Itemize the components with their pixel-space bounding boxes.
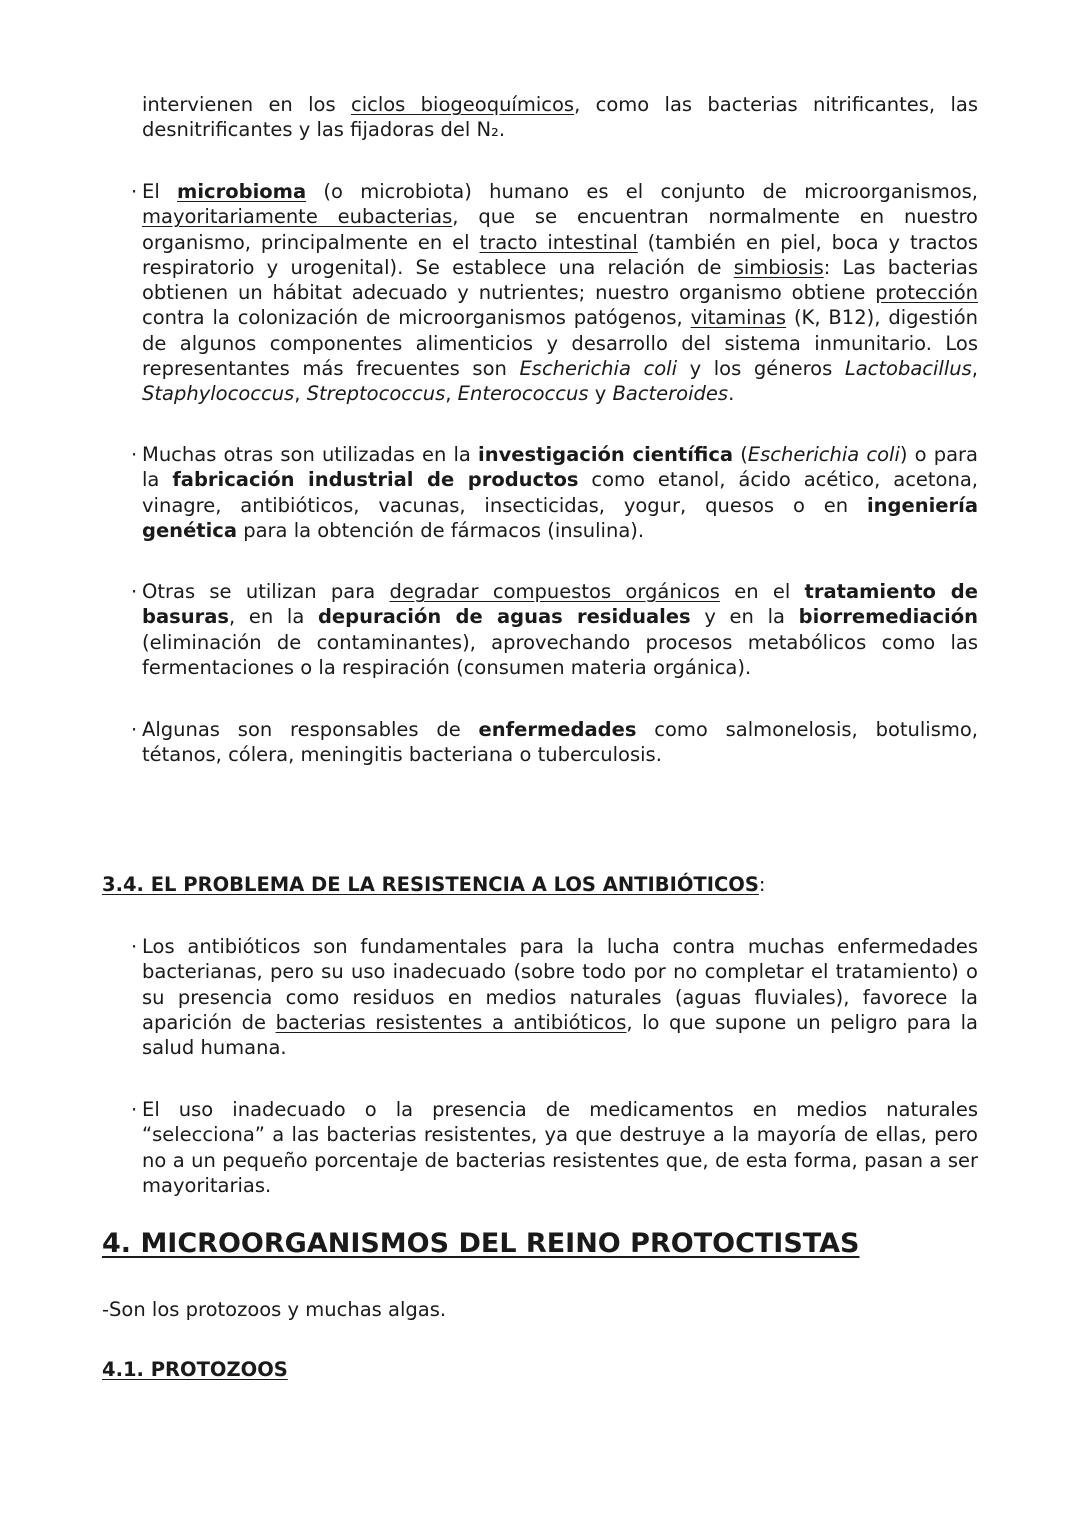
text-run: como salmonelosis, botulismo, tétanos, cólera, meningitis bacteriana o tuberculosis.	[142, 718, 978, 767]
underlined-term: tracto intestinal	[479, 230, 638, 254]
underlined-term: vitaminas	[690, 306, 787, 330]
section-heading-3-4	[102, 872, 765, 897]
bold-term: enfermedades	[478, 718, 637, 741]
text-run: para la obtención de fármacos (insulina).	[237, 518, 645, 542]
text-run: ,	[971, 357, 978, 381]
species-name: Escherichia coli	[519, 357, 677, 381]
bold-term: depuración de aguas residuales	[317, 605, 691, 629]
text-run: y	[588, 382, 613, 406]
text-run: , en la	[229, 605, 318, 629]
bullet-marker: ·	[131, 935, 138, 958]
heading-text: 3.4. EL PROBLEMA DE LA RESISTENCIA A LOS ANTIBIÓTICOS	[102, 873, 759, 896]
genus-name: Streptococcus	[306, 382, 446, 406]
paragraph-microbioma	[131, 179, 979, 407]
bullet-marker: ·	[131, 718, 138, 741]
paragraph-degradar	[131, 579, 978, 680]
section-4-intro: -Son los protozoos y muchas algas.	[102, 1298, 447, 1321]
text-run: (o microbiota) humano es el conjunto de microorganismos,	[306, 180, 978, 203]
section-heading-4-1	[102, 1357, 288, 1382]
text-run: y en la	[690, 605, 799, 629]
text-run: , lo que supone un peligro para la salud humana.	[142, 1010, 978, 1060]
text-run: ,	[294, 382, 307, 406]
bullet-marker: ·	[131, 580, 138, 603]
underlined-term-ciclos: ciclos biogeoquímicos	[350, 93, 575, 116]
heading-text: 4.1. PROTOZOOS	[102, 1358, 288, 1381]
text-run: intervienen en los	[142, 93, 351, 116]
text-run: Los antibióticos son fundamentales para la lucha contra muchas enfermedades bacterianas, pero su uso inadecuado (sobre todo por no completar el tratamiento) o su presencia como residuos en medios naturales (aguas fluviales), favorece la aparición de	[142, 935, 978, 1034]
heading-colon: :	[758, 873, 766, 896]
underlined-term: degradar compuestos orgánicos	[389, 580, 720, 603]
underlined-term: bacterias resistentes a antibióticos	[275, 1010, 627, 1034]
bold-term: biorremediación	[798, 605, 978, 629]
text-run: ,	[445, 382, 458, 406]
genus-name: Enterococcus	[457, 382, 589, 406]
paragraph-enfermedades	[131, 717, 978, 768]
text-run: Muchas otras son utilizadas en la	[142, 443, 479, 466]
text-run: El uso inadecuado o la presencia de medicamentos en medios naturales “selecciona” a las bacterias resistentes, ya que destruye a la mayoría de ellas, pero no a un pequeño porcentaje de bacterias resistentes que, de esta forma, pasan a ser mayoritarias.	[142, 1098, 978, 1197]
genus-name: Staphylococcus	[142, 382, 295, 406]
text-run: Algunas son responsables de	[142, 718, 479, 741]
text-run: : Las bacterias obtienen un hábitat adecuado y nutrientes; nuestro organismo obtiene	[142, 255, 978, 305]
text-run: .	[728, 382, 735, 406]
text-run: (eliminación de contaminantes), aprovechando procesos metabólicos como las fermentaciones o la respiración (consumen materia orgánica).	[142, 630, 978, 679]
bold-term: fabricación industrial de productos	[172, 468, 579, 492]
text-run: como etanol, ácido acético, acetona, vinagre, antibióticos, vacunas, insecticidas, yogur, quesos o en	[142, 468, 978, 517]
underlined-term: protección	[875, 281, 978, 305]
text-run: contra la colonización de microorganismos patógenos,	[142, 306, 691, 330]
text-run: , que se encuentran normalmente en nuestro organismo, principalmente en el	[142, 205, 978, 254]
text-run: , como las bacterias nitrificantes, las desnitrificantes y las fijadoras del N₂.	[142, 93, 978, 142]
text-run: en el	[719, 580, 805, 603]
bullet-marker: ·	[131, 180, 138, 203]
genus-name: Lactobacillus	[844, 357, 972, 381]
paragraph-ciclos-continuation	[142, 92, 978, 143]
bullet-marker: ·	[131, 1098, 138, 1121]
paragraph-antibioticos	[131, 934, 978, 1060]
genus-name: Bacteroides	[612, 382, 729, 406]
section-heading-4: 4. MICROORGANISMOS DEL REINO PROTOCTISTAS	[102, 1228, 860, 1259]
bold-term: tratamiento de basuras	[142, 580, 978, 629]
bold-term: investigación científica	[478, 443, 734, 466]
text-run: (	[733, 443, 748, 466]
underlined-term: simbiosis	[733, 255, 824, 279]
underlined-term: mayoritariamente eubacterias	[142, 205, 453, 229]
bold-term-microbioma: microbioma	[177, 180, 307, 203]
paragraph-investigacion	[131, 442, 978, 543]
text-run: Otras se utilizan para	[142, 580, 390, 603]
text-run: El	[142, 180, 178, 203]
species-name: Escherichia coli	[747, 443, 900, 466]
text-run: ) o para la	[142, 443, 978, 492]
bold-term: ingeniería genética	[142, 493, 978, 542]
text-run: (también en piel, boca y tractos respiratorio y urogenital). Se establece una relación de	[142, 230, 979, 279]
text-run: y los géneros	[677, 357, 845, 381]
bullet-marker: ·	[131, 443, 138, 466]
text-run: (K, B12), digestión de algunos componentes alimenticios y desarrollo del sistema inmunitario. Los representantes más frecuentes son	[142, 306, 978, 381]
paragraph-seleccion	[131, 1097, 978, 1198]
